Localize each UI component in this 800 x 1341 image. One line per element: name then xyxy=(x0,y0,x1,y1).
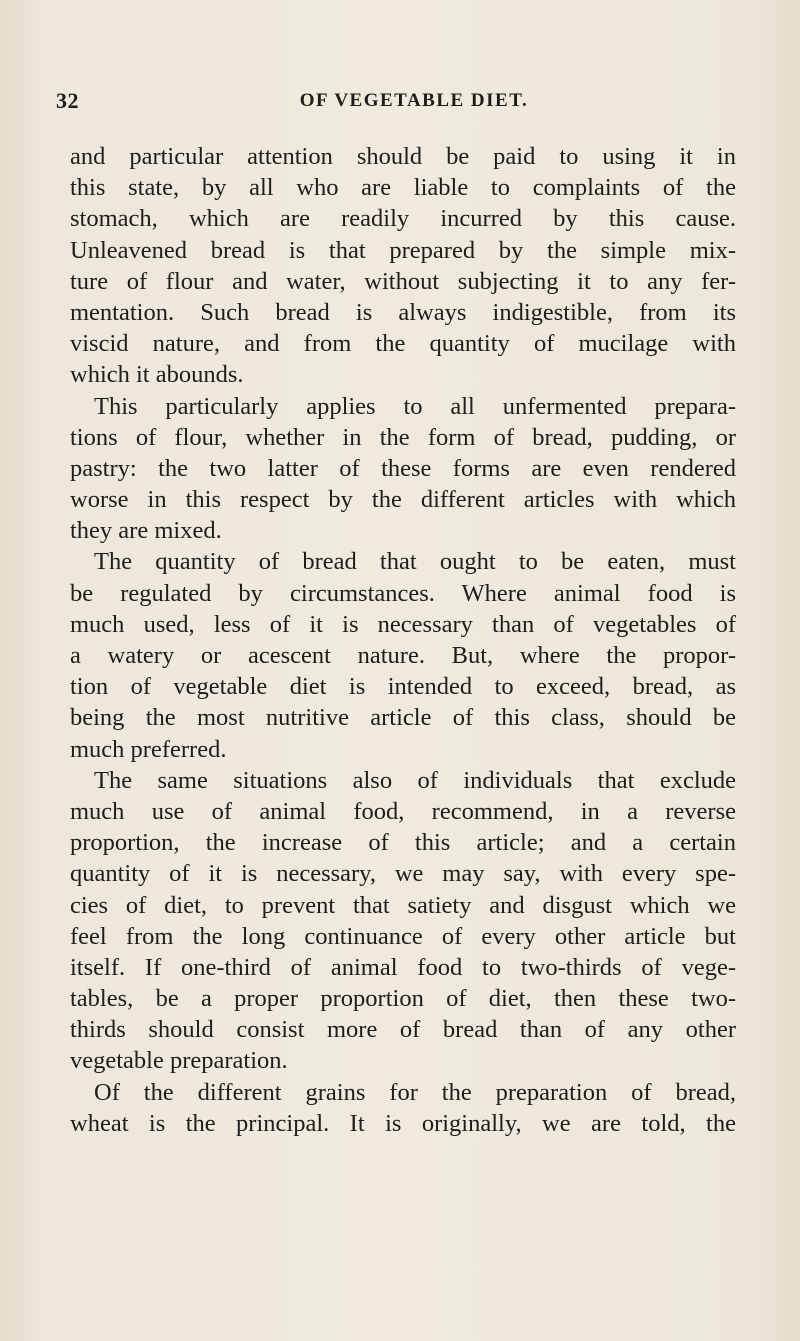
text-line: worse in this respect by the different articles with which xyxy=(70,486,736,514)
text-line: which it abounds. xyxy=(70,361,244,389)
body-text xyxy=(70,141,736,1139)
page-number: 32 xyxy=(56,88,79,113)
text-line: tions of flour, whether in the form of bread, pudding, or xyxy=(70,423,736,451)
text-line: feel from the long continuance of every other article but xyxy=(70,922,736,950)
text-line: be regulated by circumstances. Where animal food is xyxy=(70,579,736,607)
text-line: The same situations also of individuals that exclude xyxy=(94,766,736,794)
text-line: viscid nature, and from the quantity of mucilage with xyxy=(70,330,736,358)
text-line: and particular attention should be paid to using it in xyxy=(70,143,736,170)
text-line: Of the different grains for the preparation of bread, xyxy=(94,1078,736,1106)
text-line: stomach, which are readily incurred by this cause. xyxy=(70,205,736,233)
text-line: itself. If one-third of animal food to two-thirds of vege- xyxy=(70,953,736,981)
text-line: vegetable preparation. xyxy=(70,1047,288,1075)
text-line: thirds should consist more of bread than of any other xyxy=(70,1016,736,1044)
text-line: much preferred. xyxy=(70,735,227,763)
running-head: OF VEGETABLE DIET. xyxy=(299,90,529,111)
text-line: proportion, the increase of this article; and a certain xyxy=(70,829,736,857)
text-line: much used, less of it is necessary than of vegetables of xyxy=(70,610,736,638)
text-line: being the most nutritive article of this class, should be xyxy=(70,704,736,732)
text-line: a watery or acescent nature. But, where the propor- xyxy=(70,642,736,669)
text-line: The quantity of bread that ought to be eaten, must xyxy=(94,548,736,576)
text-line: tables, be a proper proportion of diet, then these two- xyxy=(70,985,736,1013)
text-line: much use of animal food, recommend, in a reverse xyxy=(70,797,736,825)
page-header xyxy=(56,88,744,118)
text-line: cies of diet, to prevent that satiety and disgust which we xyxy=(70,891,736,919)
text-line: ture of flour and water, without subjecting it to any fer- xyxy=(70,267,736,295)
text-line: they are mixed. xyxy=(70,517,222,545)
text-line: quantity of it is necessary, we may say, with every spe- xyxy=(70,860,736,888)
text-line: This particularly applies to all unfermented prepara- xyxy=(94,392,736,420)
text-line: pastry: the two latter of these forms are even rendered xyxy=(70,454,736,482)
text-line: Unleavened bread is that prepared by the simple mix- xyxy=(70,236,736,264)
text-line: this state, by all who are liable to complaints of the xyxy=(70,174,736,202)
text-line: mentation. Such bread is always indigestible, from its xyxy=(70,298,736,326)
text-line: tion of vegetable diet is intended to exceed, bread, as xyxy=(70,673,736,701)
text-line: wheat is the principal. It is originally, we are told, the xyxy=(70,1109,736,1137)
